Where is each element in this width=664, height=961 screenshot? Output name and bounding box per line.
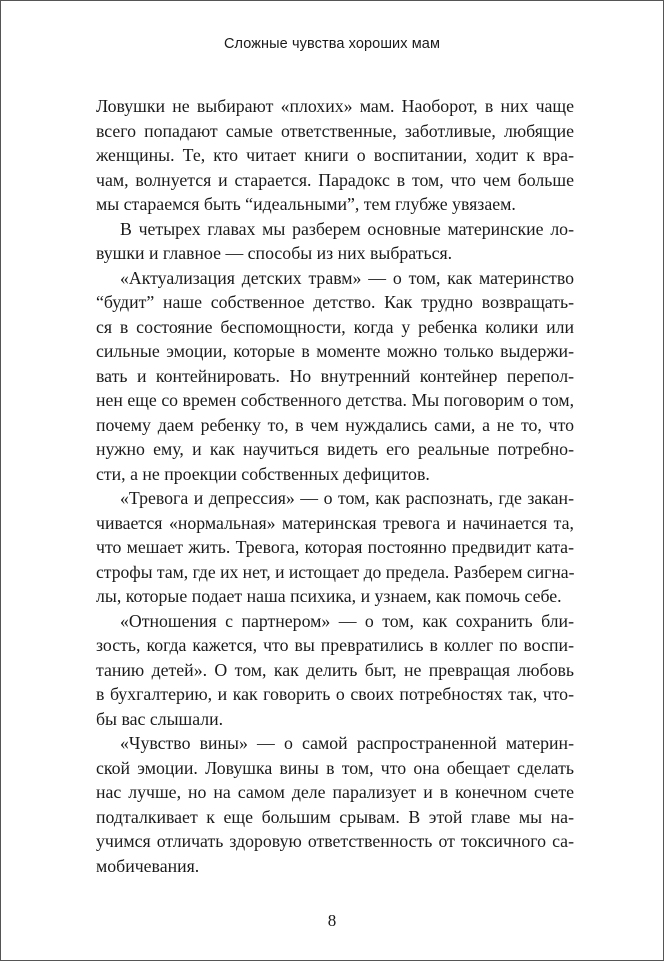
- text-line: ся в состояние беспомощности, когда у ребенка колики или: [96, 316, 574, 337]
- text-line: нужно ему, и как научиться видеть его реальные потребно-: [96, 439, 574, 459]
- text-line: вать и контейнировать. Но внутренний контейнер перепол-: [96, 365, 574, 386]
- paragraph: [96, 217, 574, 266]
- text-line: всего попадают самые ответственные, заботливые, любящие: [96, 120, 574, 141]
- text-line: сти, а не проекции собственных дефицитов.: [96, 463, 430, 484]
- text-line: учимся отличать здоровую ответственность от токсичного са-: [96, 831, 574, 851]
- text-line: «Отношения с партнером» — о том, как сохранить бли-: [120, 610, 574, 631]
- text-line: нен еще со времен собственного детства. Мы поговорим о том,: [96, 390, 574, 410]
- text-line: “будит” наше собственное детство. Как трудно возвращать-: [96, 292, 574, 312]
- text-line: ской эмоции. Ловушка вины в том, что она обещает сделать: [96, 757, 574, 778]
- text-line: в бухгалтерию, и как говорить о своих потребностях так, что-: [96, 684, 574, 704]
- text-line: чам, волнуется и старается. Парадокс в том, что чем больше: [96, 169, 574, 190]
- text-line: «Чувство вины» — о самой распространенной материн-: [120, 733, 574, 753]
- paragraph: [96, 609, 574, 732]
- text-line: лы, которые подает наша психика, и узнаем, как помочь себе.: [96, 586, 562, 606]
- page-number: 8: [327, 911, 337, 930]
- text-line: «Актуализация детских травм» — о том, как материнство: [120, 267, 574, 288]
- paragraph: [96, 731, 574, 878]
- text-line: Ловушки не выбирают «плохих» мам. Наоборот, в них чаще: [96, 96, 574, 116]
- text-line: что мешает жить. Тревога, которая постоянно предвидит ката-: [96, 537, 574, 557]
- text-line: танию детей». О том, как делить быт, не превращая любовь: [96, 659, 574, 680]
- text-line: мобичевания.: [96, 855, 200, 876]
- paragraph: [96, 94, 574, 217]
- text-line: почему даем ребенку то, в чем нуждались сами, а не то, что: [96, 414, 574, 435]
- text-line: сильные эмоции, которые в моменте можно только выдержи-: [96, 341, 574, 361]
- text-line: чивается «нормальная» материнская тревога и начинается та,: [96, 512, 574, 533]
- body-text: [96, 94, 574, 878]
- running-title: Сложные чувства хороших мам: [223, 36, 441, 52]
- text-line: В четырех главах мы разберем основные материнские ло-: [120, 218, 574, 239]
- paragraph: [96, 486, 574, 609]
- text-line: зость, когда кажется, что вы превратились в коллег по воспи-: [96, 635, 574, 655]
- text-line: строфы там, где их нет, и истощает до предела. Разберем сигна-: [96, 561, 575, 582]
- text-line: женщины. Те, кто читает книги о воспитании, ходит к вра-: [96, 145, 574, 165]
- text-line: мы стараемся быть “идеальными”, тем глубже увязаем.: [96, 194, 516, 214]
- text-line: нас лучше, но на самом деле парализует и в конечном счете: [96, 782, 574, 802]
- text-line: вушки и главное — способы из них выбраться.: [96, 243, 453, 263]
- text-line: бы вас слышали.: [96, 708, 224, 729]
- text-line: «Тревога и депрессия» — о том, как распознать, где закан-: [120, 488, 574, 508]
- text-line: подталкивает к еще большим срывам. В этой главе мы на-: [96, 806, 574, 827]
- paragraph: [96, 266, 574, 487]
